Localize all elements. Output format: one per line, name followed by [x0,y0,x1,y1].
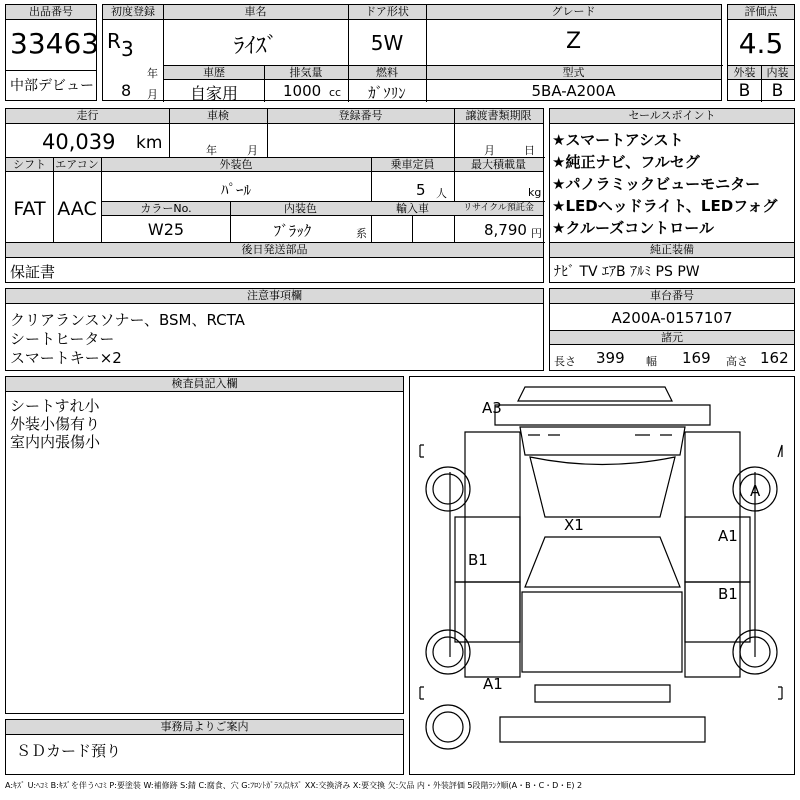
mark-left-door: B1 [468,551,488,569]
details-grid [5,108,544,283]
divider [264,65,265,102]
lot-number: 33463 [10,27,100,60]
inspect-label: 車検 [169,109,267,124]
mark-left-bottom: A1 [483,675,503,693]
lot-number-label: 出品番号 [6,5,96,20]
ac-label: エアコン [53,158,101,172]
car-outline-diagram [410,377,794,774]
sales-point-5: ★クルーズコントロール [552,219,714,237]
int-label: 内装 [761,66,794,80]
transfer-month-unit: 月 [484,144,495,157]
ext-label: 外装 [728,66,761,80]
length: 399 [596,349,625,367]
capacity-label: 乗車定員 [371,158,454,172]
load-unit: kg [528,186,542,199]
recycle: 8,790 [484,221,527,239]
specs-label: 諸元 [550,331,794,345]
inspect-year-unit: 年 [206,144,217,157]
chassis-box [549,288,795,371]
door-type: 5W [370,31,404,55]
inspector-line-3: 室内内張傷小 [10,433,101,451]
interior-label: 内装色 [230,202,371,216]
inspector-box [5,376,404,714]
sales-points-label: セールスポイント [550,109,794,124]
mileage-label: 走行 [6,109,169,124]
car-diagram [409,376,795,775]
load-label: 最大積載量 [454,158,543,172]
chassis-label: 車台番号 [550,289,794,304]
car-name-label: 車名 [163,5,348,20]
interior-suffix: 系 [356,227,367,240]
reg-month-unit: 月 [147,88,158,101]
int-grade: B [771,81,784,101]
equipment: ﾅﾋﾞ TV ｴｱB ｱﾙﾐ PS PW [554,264,700,280]
divider [454,109,455,157]
sales-point-2: ★純正ナビ、フルセグ [552,153,700,171]
inspector-line-2: 外装小傷有り [10,415,101,433]
regno-label: 登録番号 [267,109,454,124]
color-no-label: カラーNo. [102,202,230,216]
car-name: ﾗｲｽﾞ [233,34,278,59]
ext-grade: B [738,81,751,101]
score: 4.5 [738,27,784,60]
debut-label: 中部デビュー [10,78,94,94]
office-text: ＳＤカード預り [16,742,122,760]
recycle-unit: 円 [531,227,542,240]
shift: FAT [13,198,46,220]
divider [267,109,268,157]
width-label: 幅 [646,355,657,368]
length-label: 長さ [554,355,576,368]
sales-point-4: ★LEDヘッドライト、LEDフォグ [552,197,778,215]
history: 自家用 [189,84,238,103]
note-line-1: クリアランスソナー、BSM、RCTA [10,311,245,329]
height-label: 高さ [726,355,748,368]
divider [6,70,96,71]
width: 169 [682,349,711,367]
transfer-label: 譲渡書類期限 [454,109,543,124]
note-line-3: スマートキー×2 [10,349,122,367]
door-label: ドア形状 [348,5,426,20]
height: 162 [760,349,789,367]
sales-points-box [549,108,795,283]
mileage: 40,039 [42,130,116,154]
equipment-label: 純正装備 [550,243,794,258]
office-box [5,719,404,775]
sales-point-3: ★パノラミックビューモニター [552,175,761,193]
office-label: 事務局よりご案内 [6,720,403,735]
transfer-day-unit: 日 [524,144,535,157]
capacity-unit: 人 [436,187,447,200]
later-parts-label: 後日発送部品 [6,243,543,258]
reg-era: R [107,29,121,53]
capacity: 5 [416,181,426,199]
mark-rear: A3 [482,399,502,417]
reg-year: 3 [121,37,134,61]
inspector-line-1: シートすれ小 [10,397,100,415]
import-label: 輸入車 [371,202,454,216]
reg-label: 初度登録 [103,5,163,20]
disp-unit: cc [329,86,342,99]
mileage-unit: km [136,133,163,153]
recycle-label: リサイクル預託金 [454,202,543,216]
lot-box [5,4,100,101]
divider [412,216,413,242]
header-grid [102,4,722,101]
displacement: 1000 [283,82,322,100]
model-label: 型式 [426,66,721,80]
score-label: 評価点 [728,5,794,20]
inspector-label: 検査員記入欄 [6,377,403,392]
divider [169,109,170,157]
shift-label: シフト [6,158,53,172]
disp-label: 排気量 [264,66,348,80]
notes-box [5,288,544,371]
inspect-month-unit: 月 [247,144,258,157]
legend: A:ｷｽﾞ U:ﾍｺﾐ B:ｷｽﾞを伴うﾍｺﾐ P:要塗装 W:補修跡 S:錆 C:腐食、穴 G:ﾌﾛﾝﾄｶﾞﾗｽ点ｷｽﾞ XX:交換済み X:要交換 欠:欠品 内・外装評価 5段階ﾗﾝｸ順(A・B・C・D・E) 2 [5,781,583,790]
interior-color: ﾌﾞﾗｯｸ [273,222,312,240]
reg-month: 8 [121,81,132,100]
sales-point-1: ★スマートアシスト [552,131,684,149]
mark-right-door-front: A1 [718,527,738,545]
history-label: 車歴 [164,66,264,80]
grade: Z [565,29,582,54]
mark-right-door-rear: B1 [718,585,738,603]
fuel-label: 燃料 [348,66,426,80]
model-code: 5BA-A200A [531,82,616,100]
ac: AAC [57,198,97,220]
notes-label: 注意事項欄 [6,289,543,304]
mark-front-wheel: A [750,482,761,500]
reg-year-unit: 年 [147,67,158,80]
grade-label: グレード [426,5,721,20]
later-parts: 保証書 [10,263,56,281]
fuel: ｶﾞｿﾘﾝ [368,84,406,102]
color: ﾊﾟｰﾙ [220,181,251,199]
note-line-2: シートヒーター [10,330,115,348]
score-box [727,4,795,101]
color-no: W25 [147,220,185,239]
mark-center: X1 [564,516,584,534]
chassis-number: A200A-0157107 [611,309,733,327]
divider [454,157,455,242]
color-label: 外装色 [101,158,371,172]
divider [371,157,372,242]
